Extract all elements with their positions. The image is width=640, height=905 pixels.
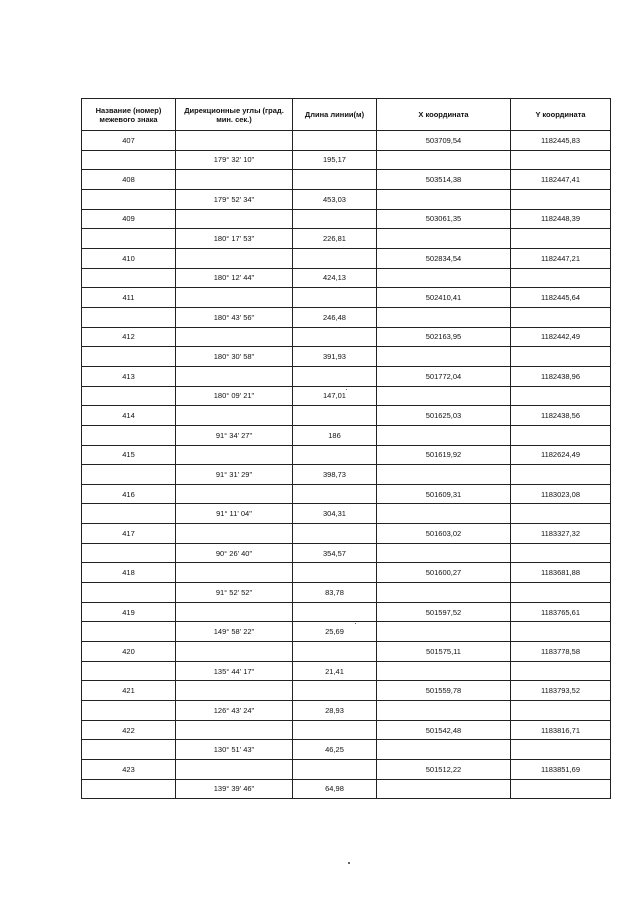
empty-y-cell	[511, 425, 611, 445]
direction-angle-cell: 126° 43' 24"	[176, 701, 293, 721]
table-row-segment	[82, 425, 611, 445]
empty-y-cell	[511, 386, 611, 406]
empty-name-cell	[82, 307, 176, 327]
table-row-point	[82, 248, 611, 268]
y-coordinate-cell: 1182445,64	[511, 288, 611, 308]
point-name-cell: 412	[82, 327, 176, 347]
empty-angle-cell	[176, 720, 293, 740]
x-coordinate-cell: 501603,02	[377, 524, 511, 544]
empty-length-cell	[293, 131, 377, 151]
empty-y-cell	[511, 583, 611, 603]
line-length-cell: 398,73	[293, 465, 377, 485]
direction-angle-cell: 130° 51' 43"	[176, 740, 293, 760]
line-length-cell: 424,13	[293, 268, 377, 288]
empty-angle-cell	[176, 524, 293, 544]
empty-length-cell	[293, 209, 377, 229]
empty-x-cell	[377, 465, 511, 485]
line-length-cell: 304,31	[293, 504, 377, 524]
line-length-cell: 186	[293, 425, 377, 445]
table-row-point	[82, 366, 611, 386]
point-name-cell: 408	[82, 170, 176, 190]
table-row-point	[82, 484, 611, 504]
point-name-cell: 411	[82, 288, 176, 308]
table-row-point	[82, 602, 611, 622]
empty-x-cell	[377, 150, 511, 170]
table-row-point	[82, 445, 611, 465]
empty-name-cell	[82, 229, 176, 249]
empty-length-cell	[293, 760, 377, 780]
direction-angle-cell: 139° 39' 46"	[176, 779, 293, 799]
x-coordinate-cell: 502834,54	[377, 248, 511, 268]
table-row-point	[82, 288, 611, 308]
line-length-cell: 453,03	[293, 189, 377, 209]
direction-angle-cell: 90° 26' 40"	[176, 543, 293, 563]
empty-length-cell	[293, 681, 377, 701]
empty-x-cell	[377, 583, 511, 603]
x-coordinate-cell: 501542,48	[377, 720, 511, 740]
table-row-segment	[82, 347, 611, 367]
y-coordinate-cell: 1182448,39	[511, 209, 611, 229]
empty-angle-cell	[176, 406, 293, 426]
empty-x-cell	[377, 229, 511, 249]
x-coordinate-cell: 501625,03	[377, 406, 511, 426]
empty-angle-cell	[176, 681, 293, 701]
empty-x-cell	[377, 347, 511, 367]
point-name-cell: 416	[82, 484, 176, 504]
header-line-length: Длина линии(м)	[293, 99, 377, 131]
empty-angle-cell	[176, 170, 293, 190]
point-name-cell: 417	[82, 524, 176, 544]
empty-length-cell	[293, 170, 377, 190]
line-length-cell: 46,25	[293, 740, 377, 760]
empty-name-cell	[82, 622, 176, 642]
line-length-cell: 246,48	[293, 307, 377, 327]
y-coordinate-cell: 1182445,83	[511, 131, 611, 151]
header-point-name: Название (номер) межевого знака	[82, 99, 176, 131]
table-row-segment	[82, 268, 611, 288]
empty-angle-cell	[176, 131, 293, 151]
x-coordinate-cell: 501559,78	[377, 681, 511, 701]
empty-y-cell	[511, 504, 611, 524]
table-row-segment	[82, 622, 611, 642]
direction-angle-cell: 180° 43' 56"	[176, 307, 293, 327]
direction-angle-cell: 180° 17' 53"	[176, 229, 293, 249]
empty-y-cell	[511, 779, 611, 799]
x-coordinate-cell: 503061,35	[377, 209, 511, 229]
empty-length-cell	[293, 366, 377, 386]
empty-name-cell	[82, 268, 176, 288]
line-length-cell: 147,01	[293, 386, 377, 406]
empty-name-cell	[82, 701, 176, 721]
empty-length-cell	[293, 524, 377, 544]
empty-angle-cell	[176, 484, 293, 504]
direction-angle-cell: 180° 12' 44"	[176, 268, 293, 288]
empty-length-cell	[293, 406, 377, 426]
empty-y-cell	[511, 740, 611, 760]
empty-name-cell	[82, 543, 176, 563]
x-coordinate-cell: 503514,38	[377, 170, 511, 190]
y-coordinate-cell: 1183851,69	[511, 760, 611, 780]
empty-length-cell	[293, 445, 377, 465]
direction-angle-cell: 179° 52' 34"	[176, 189, 293, 209]
empty-angle-cell	[176, 760, 293, 780]
empty-angle-cell	[176, 366, 293, 386]
point-name-cell: 415	[82, 445, 176, 465]
table-row-point	[82, 327, 611, 347]
y-coordinate-cell: 1183681,88	[511, 563, 611, 583]
empty-length-cell	[293, 602, 377, 622]
empty-angle-cell	[176, 563, 293, 583]
y-coordinate-cell: 1182447,21	[511, 248, 611, 268]
table-row-point	[82, 406, 611, 426]
line-length-cell: 28,93	[293, 701, 377, 721]
scan-speck	[346, 389, 347, 390]
y-coordinate-cell: 1183327,32	[511, 524, 611, 544]
empty-x-cell	[377, 189, 511, 209]
table-row-point	[82, 563, 611, 583]
line-length-cell: 21,41	[293, 661, 377, 681]
point-name-cell: 410	[82, 248, 176, 268]
point-name-cell: 413	[82, 366, 176, 386]
table-row-segment	[82, 543, 611, 563]
direction-angle-cell: 135° 44' 17"	[176, 661, 293, 681]
header-direction-angle: Дирекционные углы (град. мин. сек.)	[176, 99, 293, 131]
empty-x-cell	[377, 740, 511, 760]
scan-speck	[355, 623, 356, 624]
x-coordinate-cell: 503709,54	[377, 131, 511, 151]
empty-y-cell	[511, 701, 611, 721]
empty-length-cell	[293, 720, 377, 740]
y-coordinate-cell: 1182438,96	[511, 366, 611, 386]
point-name-cell: 418	[82, 563, 176, 583]
table-row-segment	[82, 583, 611, 603]
empty-y-cell	[511, 229, 611, 249]
table-row-segment	[82, 465, 611, 485]
empty-y-cell	[511, 622, 611, 642]
empty-name-cell	[82, 347, 176, 367]
empty-angle-cell	[176, 602, 293, 622]
point-name-cell: 423	[82, 760, 176, 780]
empty-angle-cell	[176, 248, 293, 268]
empty-name-cell	[82, 425, 176, 445]
boundary-coordinates-table	[81, 98, 611, 799]
empty-y-cell	[511, 307, 611, 327]
empty-x-cell	[377, 779, 511, 799]
y-coordinate-cell: 1183765,61	[511, 602, 611, 622]
x-coordinate-cell: 502163,95	[377, 327, 511, 347]
direction-angle-cell: 179° 32' 10"	[176, 150, 293, 170]
point-name-cell: 422	[82, 720, 176, 740]
table-row-segment	[82, 701, 611, 721]
empty-y-cell	[511, 150, 611, 170]
y-coordinate-cell: 1182447,41	[511, 170, 611, 190]
empty-length-cell	[293, 484, 377, 504]
table-row-point	[82, 131, 611, 151]
x-coordinate-cell: 501619,92	[377, 445, 511, 465]
direction-angle-cell: 149° 58' 22"	[176, 622, 293, 642]
empty-x-cell	[377, 701, 511, 721]
table-row-point	[82, 720, 611, 740]
line-length-cell: 226,81	[293, 229, 377, 249]
table-row-point	[82, 760, 611, 780]
y-coordinate-cell: 1183816,71	[511, 720, 611, 740]
x-coordinate-cell: 501609,31	[377, 484, 511, 504]
empty-x-cell	[377, 661, 511, 681]
direction-angle-cell: 180° 30' 58"	[176, 347, 293, 367]
table-header-row	[82, 99, 611, 131]
table-row-segment	[82, 740, 611, 760]
empty-angle-cell	[176, 642, 293, 662]
empty-length-cell	[293, 248, 377, 268]
table-row-segment	[82, 229, 611, 249]
x-coordinate-cell: 501575,11	[377, 642, 511, 662]
table-row-segment	[82, 779, 611, 799]
point-name-cell: 409	[82, 209, 176, 229]
empty-x-cell	[377, 386, 511, 406]
line-length-cell: 354,57	[293, 543, 377, 563]
empty-angle-cell	[176, 445, 293, 465]
y-coordinate-cell: 1183793,52	[511, 681, 611, 701]
header-y-coordinate: Y координата	[511, 99, 611, 131]
x-coordinate-cell: 501600,27	[377, 563, 511, 583]
y-coordinate-cell: 1182624,49	[511, 445, 611, 465]
table-row-segment	[82, 661, 611, 681]
empty-name-cell	[82, 465, 176, 485]
line-length-cell: 195,17	[293, 150, 377, 170]
y-coordinate-cell: 1183023,08	[511, 484, 611, 504]
table-row-segment	[82, 504, 611, 524]
table-row-point	[82, 681, 611, 701]
empty-x-cell	[377, 622, 511, 642]
line-length-cell: 25,69	[293, 622, 377, 642]
empty-x-cell	[377, 543, 511, 563]
empty-name-cell	[82, 740, 176, 760]
empty-y-cell	[511, 543, 611, 563]
empty-y-cell	[511, 661, 611, 681]
direction-angle-cell: 91° 34' 27"	[176, 425, 293, 445]
point-name-cell: 414	[82, 406, 176, 426]
scan-speck	[348, 862, 350, 864]
empty-length-cell	[293, 563, 377, 583]
direction-angle-cell: 91° 31' 29"	[176, 465, 293, 485]
empty-x-cell	[377, 268, 511, 288]
empty-name-cell	[82, 150, 176, 170]
empty-y-cell	[511, 465, 611, 485]
x-coordinate-cell: 501597,52	[377, 602, 511, 622]
empty-y-cell	[511, 268, 611, 288]
empty-name-cell	[82, 661, 176, 681]
table-row-segment	[82, 189, 611, 209]
point-name-cell: 407	[82, 131, 176, 151]
empty-name-cell	[82, 386, 176, 406]
empty-name-cell	[82, 779, 176, 799]
point-name-cell: 420	[82, 642, 176, 662]
direction-angle-cell: 91° 52' 52"	[176, 583, 293, 603]
header-x-coordinate: X координата	[377, 99, 511, 131]
empty-y-cell	[511, 347, 611, 367]
empty-x-cell	[377, 425, 511, 445]
empty-angle-cell	[176, 288, 293, 308]
table-row-point	[82, 209, 611, 229]
empty-length-cell	[293, 642, 377, 662]
empty-x-cell	[377, 307, 511, 327]
line-length-cell: 391,93	[293, 347, 377, 367]
y-coordinate-cell: 1183778,58	[511, 642, 611, 662]
table-body	[82, 131, 611, 799]
direction-angle-cell: 180° 09' 21"	[176, 386, 293, 406]
table-row-segment	[82, 150, 611, 170]
line-length-cell: 83,78	[293, 583, 377, 603]
empty-y-cell	[511, 189, 611, 209]
x-coordinate-cell: 501512,22	[377, 760, 511, 780]
y-coordinate-cell: 1182438,56	[511, 406, 611, 426]
table-row-point	[82, 170, 611, 190]
table-row-point	[82, 642, 611, 662]
empty-length-cell	[293, 327, 377, 347]
empty-name-cell	[82, 583, 176, 603]
direction-angle-cell: 91° 11' 04"	[176, 504, 293, 524]
y-coordinate-cell: 1182442,49	[511, 327, 611, 347]
empty-angle-cell	[176, 327, 293, 347]
table-row-segment	[82, 307, 611, 327]
empty-length-cell	[293, 288, 377, 308]
point-name-cell: 421	[82, 681, 176, 701]
x-coordinate-cell: 501772,04	[377, 366, 511, 386]
empty-name-cell	[82, 189, 176, 209]
table-row-point	[82, 524, 611, 544]
empty-angle-cell	[176, 209, 293, 229]
point-name-cell: 419	[82, 602, 176, 622]
x-coordinate-cell: 502410,41	[377, 288, 511, 308]
line-length-cell: 64,98	[293, 779, 377, 799]
empty-x-cell	[377, 504, 511, 524]
empty-name-cell	[82, 504, 176, 524]
